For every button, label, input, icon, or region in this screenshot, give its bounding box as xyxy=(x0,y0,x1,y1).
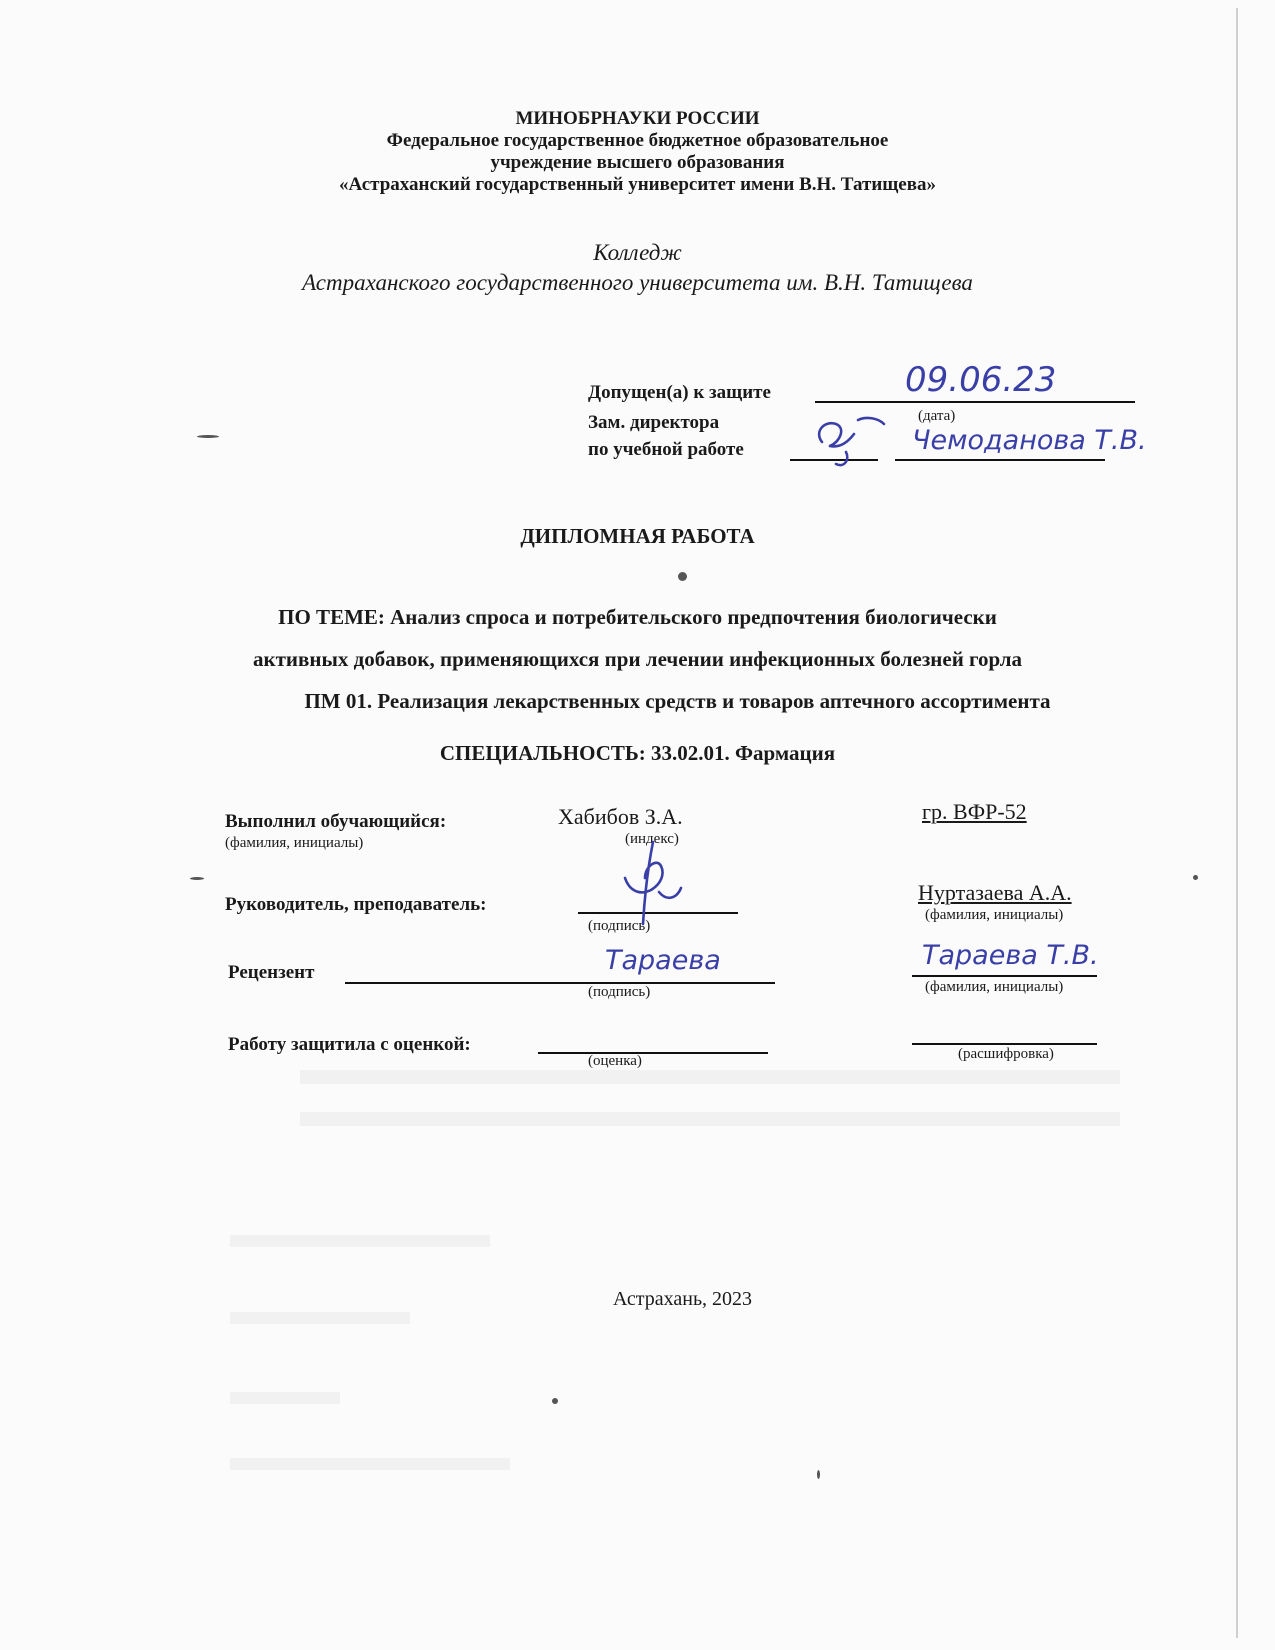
scan-speck xyxy=(552,1398,558,1404)
admitted-label: Допущен(а) к защите xyxy=(588,382,771,403)
deputy-signature xyxy=(800,412,890,474)
city-year: Астрахань, 2023 xyxy=(612,1288,753,1310)
scan-speck xyxy=(190,877,204,880)
bleed-through xyxy=(230,1235,490,1247)
defense-decoding-line xyxy=(912,1043,1097,1045)
reviewer-name-caption: (фамилия, инициалы) xyxy=(925,979,1064,995)
topic-line-1: ПО ТЕМЕ: Анализ спроса и потребительского предпочтения биологически xyxy=(278,605,997,629)
reviewer-name: Тараева Т.В. xyxy=(922,940,1099,971)
bleed-through xyxy=(230,1312,410,1324)
institution-line-1: Федеральное государственное бюджетное образовательное xyxy=(386,130,889,151)
supervisor-label: Руководитель, преподаватель: xyxy=(225,894,487,915)
date-caption: (дата) xyxy=(918,408,956,424)
institution-line-2: учреждение высшего образования xyxy=(490,152,785,173)
reviewer-label: Рецензент xyxy=(228,962,315,983)
reviewer-signature-caption: (подпись) xyxy=(588,984,651,1000)
deputy-name-line xyxy=(895,459,1105,461)
specialty: СПЕЦИАЛЬНОСТЬ: 33.02.01. Фармация xyxy=(439,741,836,765)
student-caption: (фамилия, инициалы) xyxy=(225,835,364,851)
work-type: ДИПЛОМНАЯ РАБОТА xyxy=(520,524,755,548)
deputy-director-line-2: по учебной работе xyxy=(588,439,744,460)
student-label: Выполнил обучающийся: xyxy=(225,811,447,832)
scan-speck xyxy=(197,435,219,438)
scan-speck xyxy=(1193,875,1198,880)
supervisor-signature xyxy=(615,838,695,928)
scan-speck xyxy=(817,1470,820,1479)
grade-caption: (оценка) xyxy=(588,1053,642,1069)
deputy-director-line-1: Зам. директора xyxy=(588,412,720,433)
topic-line-3: ПМ 01. Реализация лекарственных средств и товаров аптечного ассортимента xyxy=(304,689,1051,713)
reviewer-signature: Тараева xyxy=(605,945,721,976)
bleed-through xyxy=(230,1392,340,1404)
admitted-date-line xyxy=(815,401,1135,403)
defense-grade-line xyxy=(538,1052,768,1054)
index-caption: (индекс) xyxy=(625,831,679,847)
topic-line-2: активных добавок, применяющихся при лечении инфекционных болезней горла xyxy=(252,647,1022,671)
supervisor-signature-caption: (подпись) xyxy=(588,918,651,934)
decoding-caption: (расшифровка) xyxy=(958,1046,1054,1062)
student-name: Хабибов З.А. xyxy=(558,804,683,829)
admitted-date: 09.06.23 xyxy=(905,360,1057,400)
student-group: гр. ВФР-52 xyxy=(922,799,1027,824)
college-line-1: Колледж xyxy=(593,240,682,265)
college-line-2: Астраханского государственного университета им. В.Н. Татищева xyxy=(302,270,973,295)
reviewer-name-line xyxy=(912,975,1097,977)
bleed-through xyxy=(230,1458,510,1470)
defense-label: Работу защитила с оценкой: xyxy=(228,1034,471,1055)
deputy-name: Чемоданова Т.В. xyxy=(912,425,1147,456)
university-name: «Астраханский государственный университет имени В.Н. Татищева» xyxy=(338,174,936,195)
ministry-name: МИНОБРНАУКИ РОССИИ xyxy=(515,108,760,129)
scan-speck xyxy=(678,572,687,581)
bleed-through xyxy=(300,1112,1120,1126)
reviewer-signature-line xyxy=(345,982,775,984)
supervisor-name-caption: (фамилия, инициалы) xyxy=(925,907,1064,923)
bleed-through xyxy=(300,1070,1120,1084)
supervisor-name: Нуртазаева А.А. xyxy=(918,880,1072,905)
